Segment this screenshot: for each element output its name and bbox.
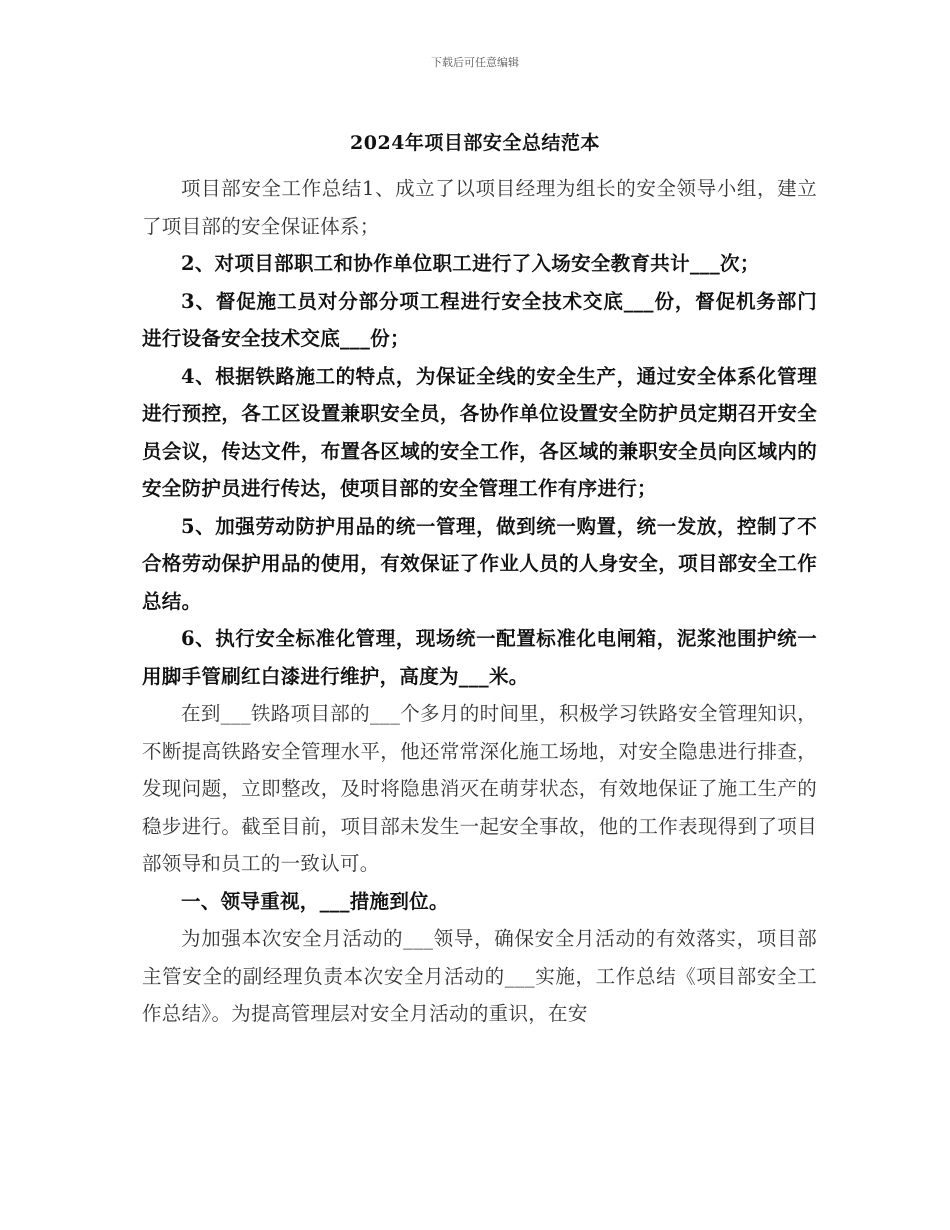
- document-title: 2024年项目部安全总结范本: [350, 132, 600, 154]
- paragraph-6: 6、执行安全标准化管理，现场统一配置标准化电闸箱，泥浆池围护统一用脚手管刷红白漆进行维护，高度为___米。: [142, 627, 817, 688]
- paragraph-5: 5、加强劳动防护用品的统一管理，做到统一购置，统一发放，控制了不合格劳动保护用品的使用，有效保证了作业人员的人身安全，项目部安全工作总结。: [142, 514, 817, 613]
- paragraph-4: 4、根据铁路施工的特点，为保证全线的安全生产，通过安全体系化管理进行预控，各工区设置兼职安全员，各协作单位设置安全防护员定期召开安全员会议，传达文件，布置各区域的安全工作，各区域的兼职安全员向区域内的安全防护员进行传达，使项目部的安全管理工作有序进行；: [142, 364, 817, 500]
- document-body: [142, 170, 817, 1033]
- paragraph-3: 3、督促施工员对分部分项工程进行安全技术交底___份，督促机务部门进行设备安全技术交底___份；: [142, 289, 817, 350]
- section-heading-1: 一、领导重视，___措施到位。: [181, 889, 449, 913]
- paragraph-8: 为加强本次安全月活动的___领导，确保安全月活动的有效落实，项目部主管安全的副经理负责本次安全月活动的___实施，工作总结《项目部安全工作总结》。为提高管理层对安全月活动的重识，在安: [142, 927, 817, 1025]
- paragraph-7: 在到___铁路项目部的___个多月的时间里，积极学习铁路安全管理知识，不断提高铁路安全管理水平，他还常常深化施工场地，对安全隐患进行排查，发现问题，立即整改，及时将隐患消灭在萌芽状态，有效地保证了施工生产的稳步进行。截至目前，项目部未发生一起安全事故，他的工作表现得到了项目部领导和员工的一致认可。: [142, 702, 817, 875]
- header-note: 下载后可任意编辑: [431, 56, 519, 69]
- paragraph-2: 2、对项目部职工和协作单位职工进行了入场安全教育共计___次；: [181, 252, 760, 275]
- paragraph-1: 项目部安全工作总结1、成立了以项目经理为组长的安全领导小组，建立了项目部的安全保证体系；: [142, 177, 817, 238]
